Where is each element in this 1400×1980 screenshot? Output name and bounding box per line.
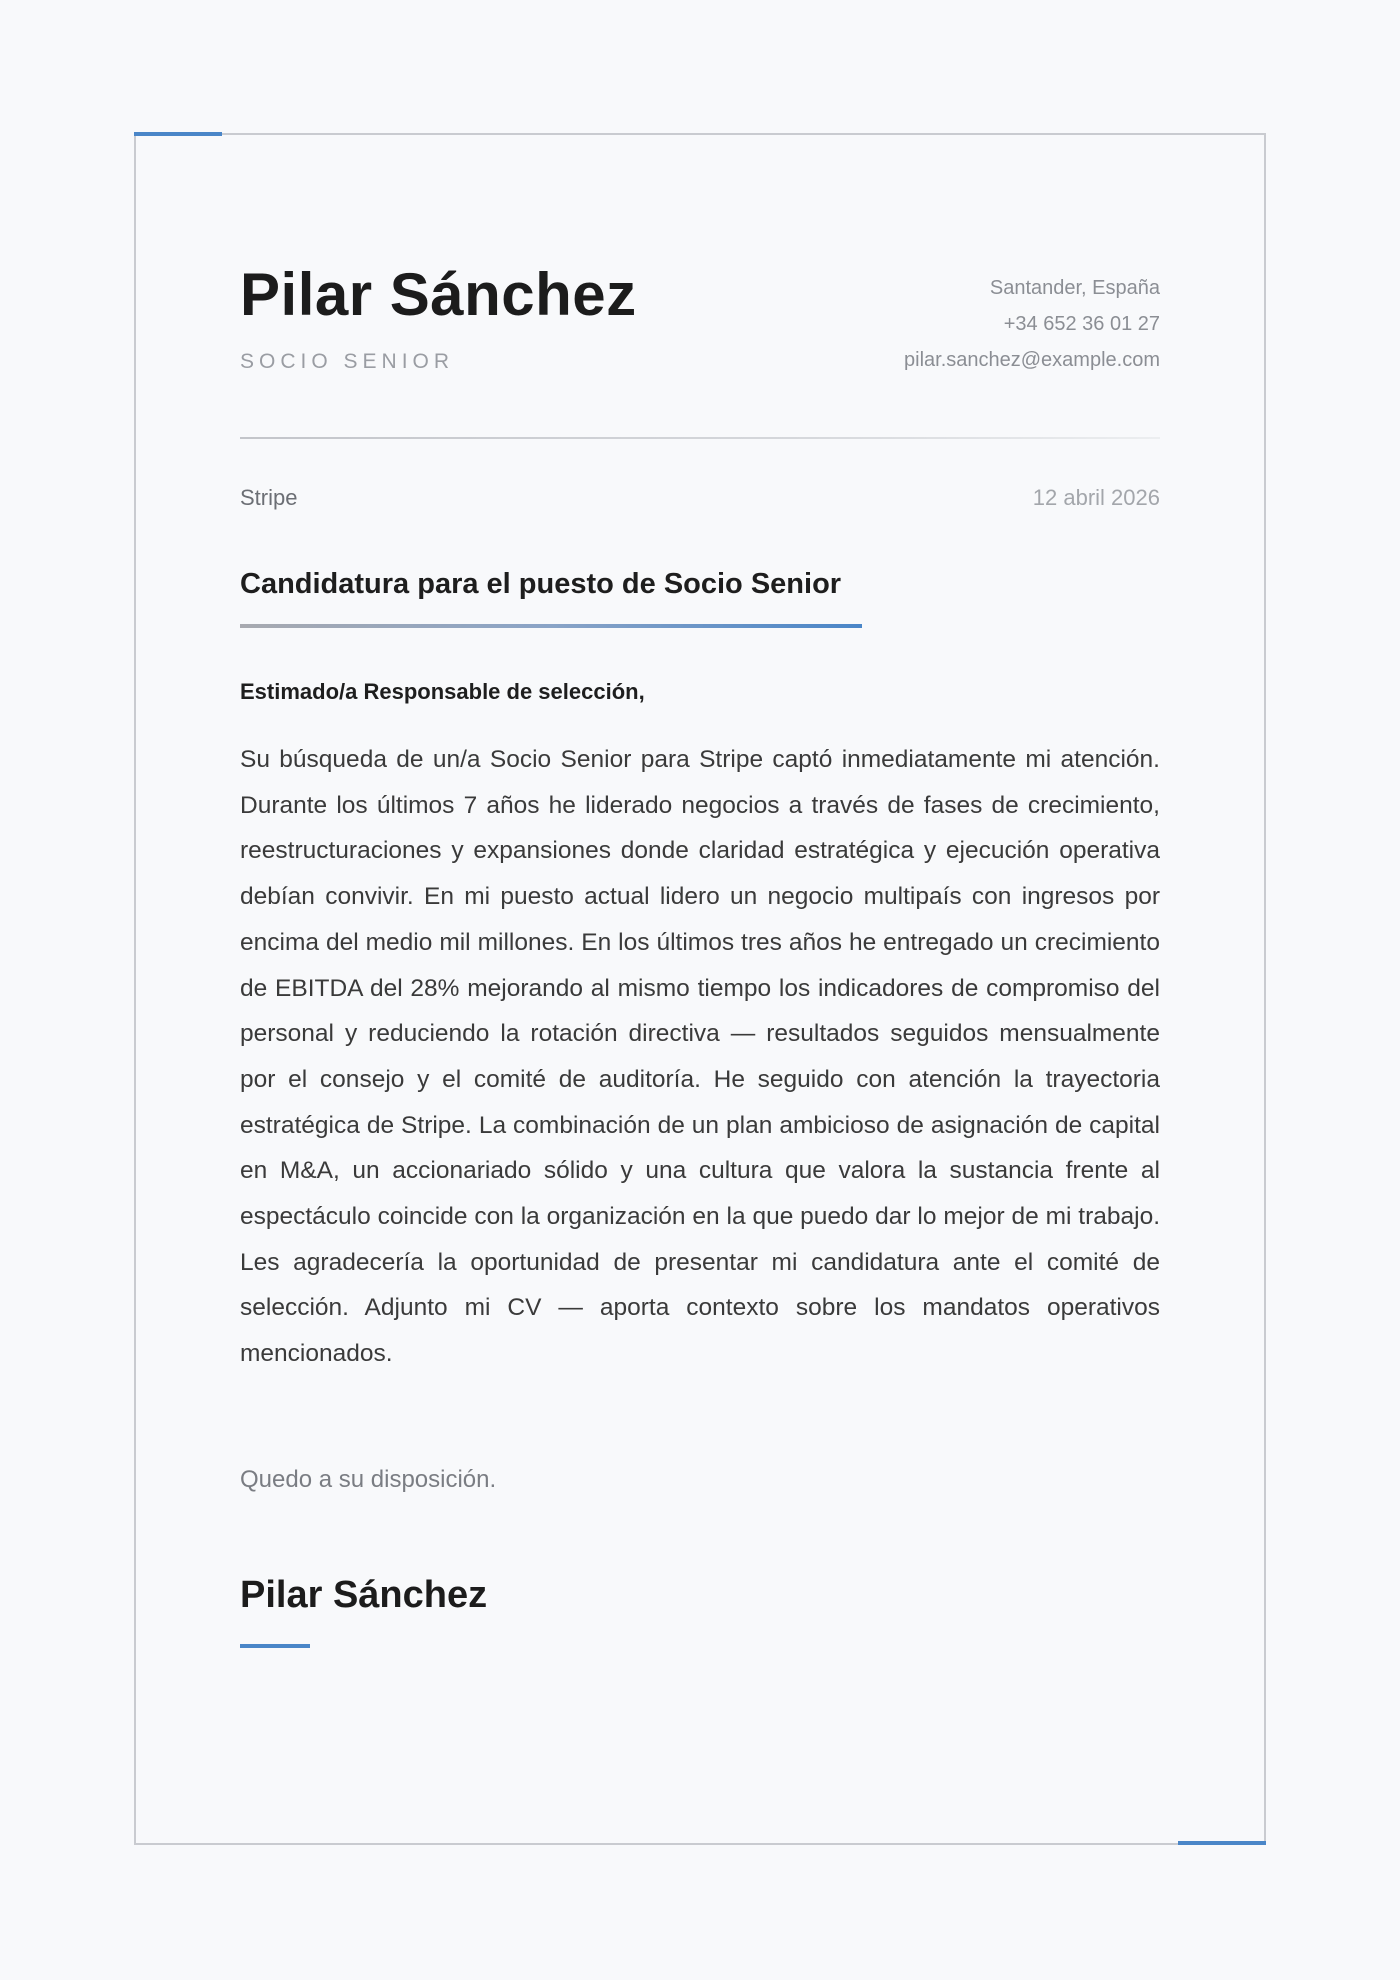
header-name: Pilar Sánchez — [240, 261, 637, 328]
contact-phone: +34 652 36 01 27 — [1003, 313, 1160, 335]
corner-accent-top-left — [134, 132, 222, 136]
header-divider — [240, 437, 1160, 439]
recipient: Stripe — [240, 485, 298, 510]
salutation: Estimado/a Responsable de selección, — [240, 679, 645, 704]
subject-underline — [240, 624, 862, 628]
corner-accent-bottom-right — [1178, 1841, 1266, 1845]
signature-underline — [240, 1644, 310, 1648]
letter-body: Su búsqueda de un/a Socio Senior para Stripe captó inmediatamente mi atención. Durante los últimos 7 años he liderado negocios a través de fases de crecimiento, reestructuraciones y expansiones donde claridad estratégica y ejecución operativa debían convivir. En mi puesto actual lidero un negocio multipaís con ingresos por encima del medio mil millones. En los últimos tres años he entregado un crecimiento de EBITDA del 28% mejorando al mismo tiempo los indicadores de compromiso del personal y reduciendo la rotación directiva — resultados seguidos mensualmente por el consejo y el comité de auditoría. He seguido con atención la trayectoria estratégica de Stripe. La combinación de un plan ambicioso de asignación de capital en M&A, un accionariado sólido y una cultura que valora la sustancia frente al espectáculo coincide con la organización en la que puedo dar lo mejor de mi trabajo. Les agradecería la oportunidad de presentar mi candidatura ante el comité de selección. Adjunto mi CV — aporta contexto sobre los mandatos operativos mencionados. — [240, 746, 1160, 1368]
letter-date: 12 abril 2026 — [1032, 485, 1160, 510]
contact-email: pilar.sanchez@example.com — [904, 349, 1160, 371]
signature-name: Pilar Sánchez — [240, 1574, 488, 1616]
header-role: SOCIO SENIOR — [240, 350, 455, 373]
letter-subject: Candidatura para el puesto de Socio Senior — [240, 568, 842, 600]
contact-block — [904, 270, 1160, 378]
closing: Quedo a su disposición. — [240, 1466, 497, 1493]
contact-location: Santander, España — [989, 277, 1160, 299]
